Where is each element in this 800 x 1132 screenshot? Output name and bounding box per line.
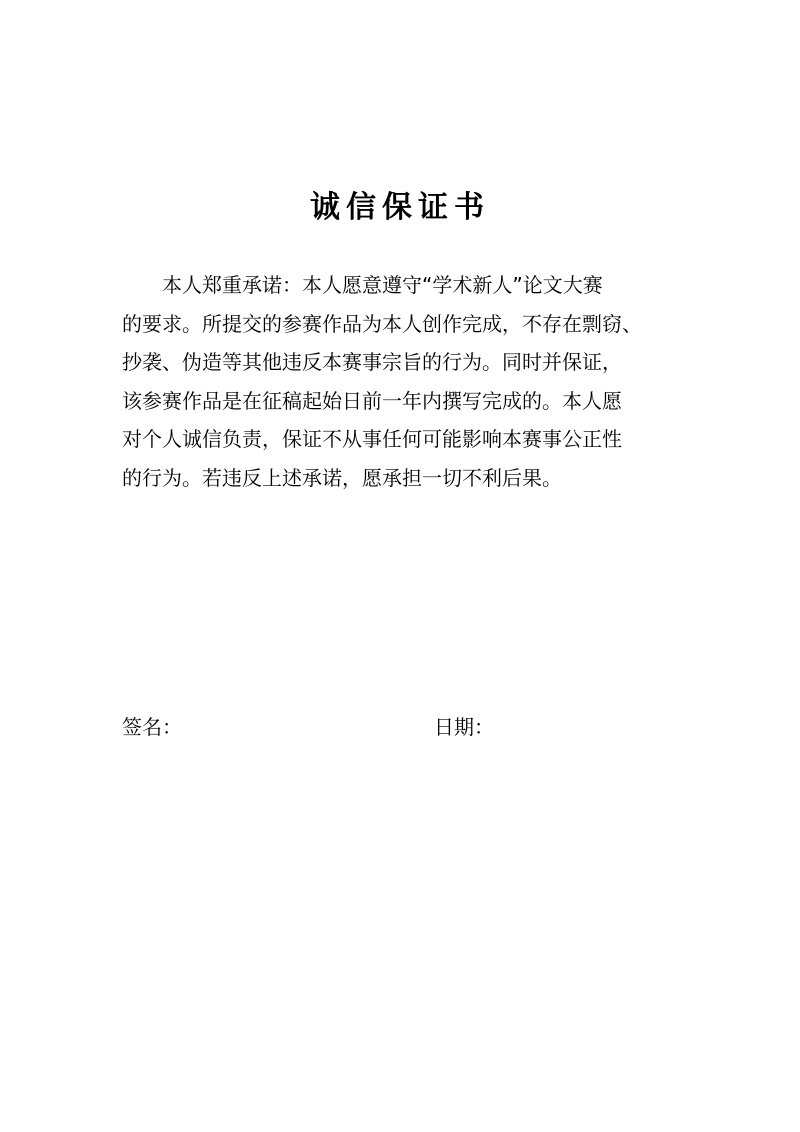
signature-label: 签名：: [122, 715, 182, 739]
paragraph-line: 抄袭、伪造等其他违反本赛事宗旨的行为。同时并保证，: [122, 350, 622, 375]
paragraph-line: 的要求。所提交的参赛作品为本人创作完成，不存在剽窃、: [122, 311, 642, 336]
date-label: 日期：: [434, 715, 494, 739]
paragraph-line: 该参赛作品是在征稿起始日前一年内撰写完成的。本人愿: [122, 388, 622, 413]
pledge-paragraph: [122, 266, 682, 498]
paragraph-line: 的行为。若违反上述承诺，愿承担一切不利后果。: [122, 465, 562, 490]
document-title: 诚信保证书: [310, 190, 490, 225]
paragraph-line: 对个人诚信负责，保证不从事任何可能影响本赛事公正性: [122, 427, 622, 452]
paragraph-line: 本人郑重承诺：本人愿意遵守“学术新人”论文大赛: [162, 273, 603, 297]
